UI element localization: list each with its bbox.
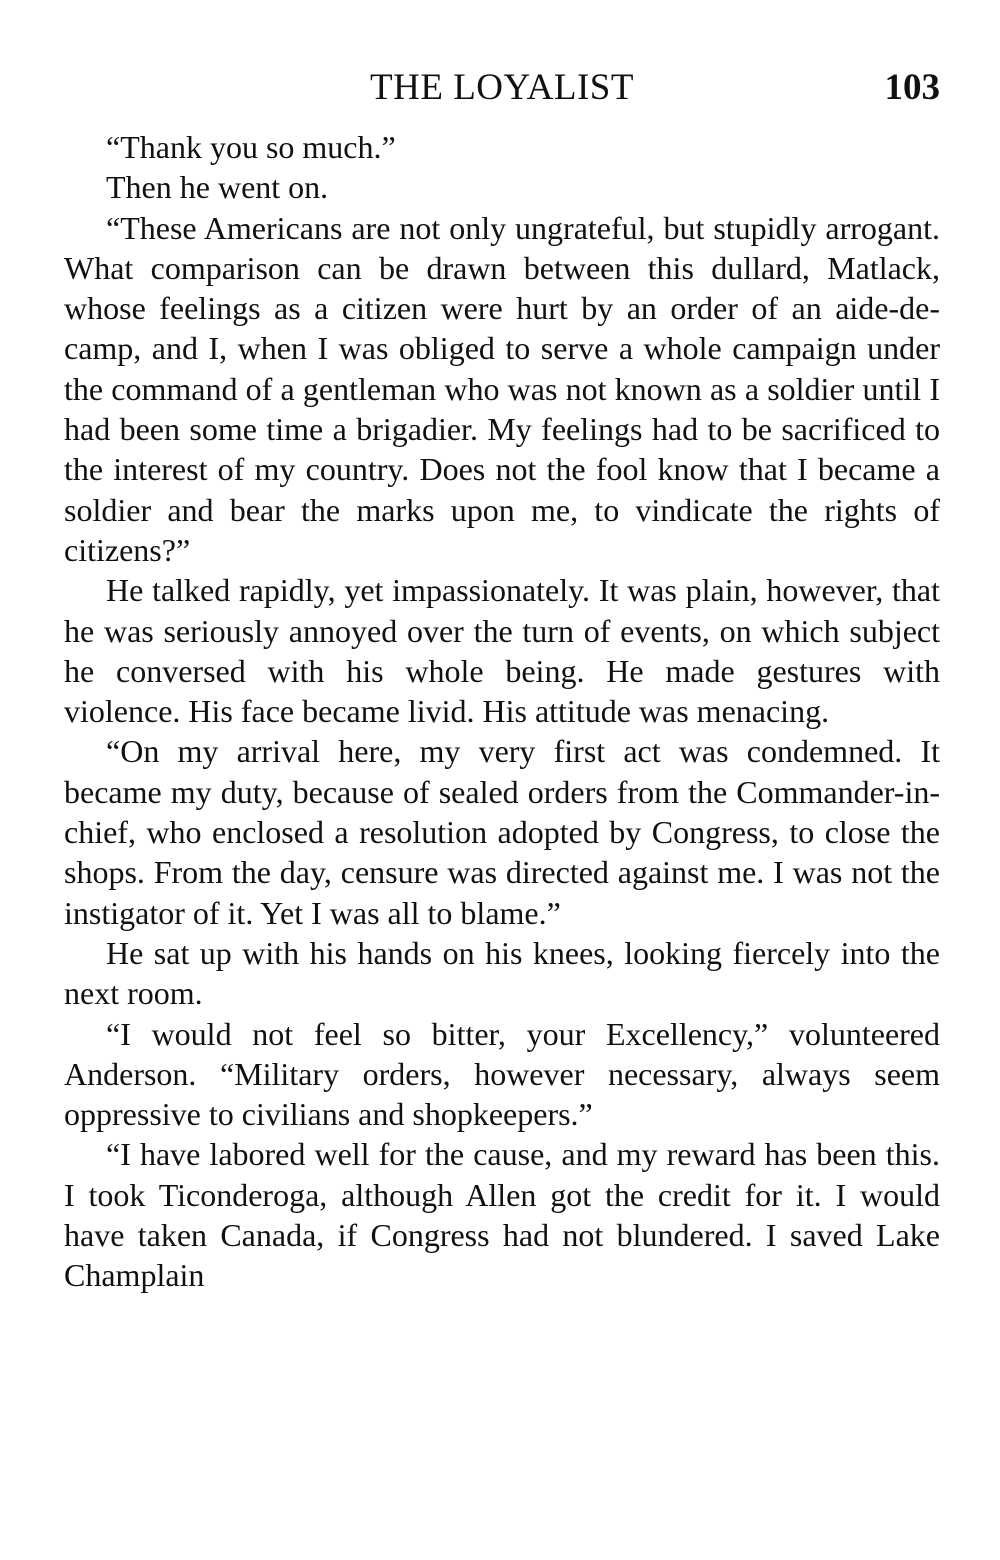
running-head bbox=[64, 62, 940, 114]
paragraph-anderson: “I would not feel so bitter, your Excellency,” volunteered Anderson. “Military orders, however necessary, always seem oppressive to civilians and shopkeepers.” bbox=[64, 1015, 940, 1133]
paragraph-americans: “These Americans are not only ungrateful, but stupidly arrogant. What comparison can be drawn between this dullard, Matlack, whose feelings as a citizen were hurt by an order of an aide-de-camp, and I, when I was obliged to serve a whole campaign under the command of a gentleman who was not known as a soldier until I had been some time a brigadier. My feelings had to be sacrificed to the interest of my country. Does not the fool know that I became a soldier and bear the marks upon me, to vindicate the rights of citizens?” bbox=[64, 209, 940, 568]
paragraph-sat-up: He sat up with his hands on his knees, looking fiercely into the next room. bbox=[64, 934, 940, 1012]
page-number: 103 bbox=[884, 67, 940, 108]
paragraph-went-on: Then he went on. bbox=[106, 169, 329, 206]
paragraph-arrival: “On my arrival here, my very first act was condemned. It became my duty, because of sealed orders from the Commander-in-chief, who enclosed a resolution adopted by Congress, to close the shops. From the day, censure was directed against me. I was not the instigator of it. Yet I was all to blame.” bbox=[64, 733, 940, 931]
body-text bbox=[64, 127, 940, 1296]
paragraph-talked-rapidly: He talked rapidly, yet impassionately. It was plain, however, that he was seriously annoyed over the turn of events, on which subject he conversed with his whole being. He made gestures with violence. His face became livid. His attitude was menacing. bbox=[64, 572, 940, 730]
running-title: THE LOYALIST bbox=[370, 67, 634, 108]
paragraph-thanks: “Thank you so much.” bbox=[106, 129, 396, 165]
paragraph-labored: “I have labored well for the cause, and my reward has been this. I took Ticonderoga, although Allen got the credit for it. I would have taken Canada, if Congress had not blundered. I saved Lake Champlain bbox=[64, 1136, 940, 1294]
